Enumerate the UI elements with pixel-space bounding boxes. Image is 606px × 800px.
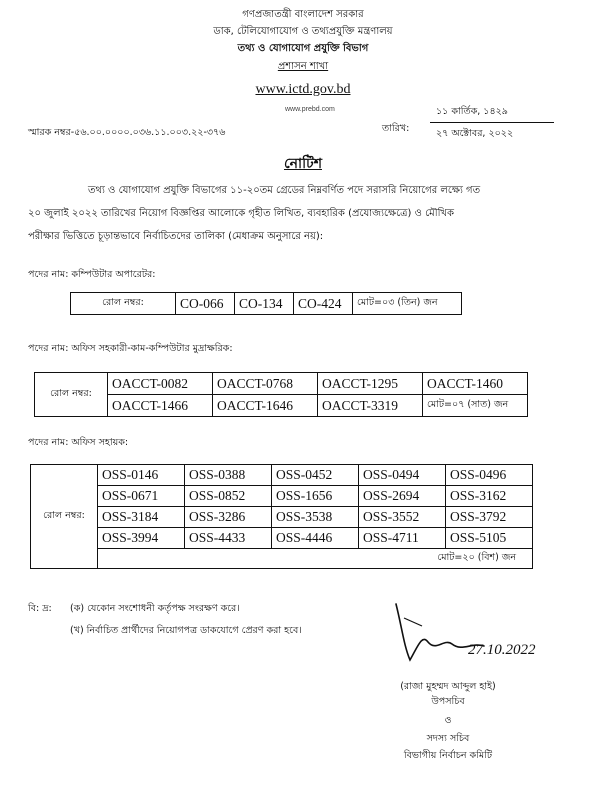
roll-cell: OSS-3162 [446, 486, 533, 507]
signatory-and: ও [444, 715, 452, 726]
note-a: (ক) যেকোন সংশোধনী কর্তৃপক্ষ সংরক্ষণ করে। [70, 603, 240, 614]
date-divider [430, 122, 554, 123]
table-row [31, 486, 533, 507]
roll-cell: OSS-0852 [185, 486, 272, 507]
signature-image [392, 598, 502, 670]
watermark-url: www.prebd.com [285, 106, 335, 113]
roll-cell: OSS-4711 [359, 528, 446, 549]
govt-name: গণপ্রজাতন্ত্রী বাংলাদেশ সরকার [242, 9, 364, 20]
roll-cell: OSS-0494 [359, 465, 446, 486]
roll-label: রোল নম্বর: [35, 373, 108, 417]
roll-cell: OACCT-0082 [108, 373, 213, 395]
table-row [31, 507, 533, 528]
division-name: তথ্য ও যোগাযোগ প্রযুক্তি বিভাগ [237, 43, 369, 54]
table-row [35, 395, 528, 417]
roll-cell: OSS-3994 [98, 528, 185, 549]
signatory-title: উপসচিব [431, 696, 465, 707]
roll-cell: CO-424 [294, 293, 353, 315]
notice-body-line2: ২০ জুলাই ২০২২ তারিখের নিয়োগ বিজ্ঞপ্তির আলোকে গৃহীত লিখিত, ব্যবহারিক (প্রযোজ্যক্ষেত্রে) ও মৌখিক [28, 208, 454, 219]
roll-cell: OACCT-1646 [213, 395, 318, 417]
roll-cell: OSS-0671 [98, 486, 185, 507]
total-count: মোট=০৩ (তিন) জন [353, 293, 462, 315]
table-row [35, 373, 528, 395]
roll-cell: OACCT-1466 [108, 395, 213, 417]
notes-label: বি: দ্র: [28, 603, 52, 614]
date-bangla: ১১ কার্তিক, ১৪২৯ [436, 106, 508, 117]
memo-value: ৫৬.০০.০০০০.০৩৬.১১.০০৩.২২-৩৭৬ [74, 127, 226, 138]
date-label: তারিখ: [382, 123, 410, 134]
table-row [31, 528, 533, 549]
notice-body-line1: তথ্য ও যোগাযোগ প্রযুক্তি বিভাগের ১১-২০তম গ্রেডের নিম্নবর্ণিত পদে সরাসরি নিয়োগের লক্ষ্যে গত [88, 185, 481, 196]
date-english: ২৭ অক্টোবর, ২০২২ [436, 128, 514, 139]
notice-title-wrap [0, 152, 606, 176]
roll-cell: OSS-4433 [185, 528, 272, 549]
roll-cell: OSS-3286 [185, 507, 272, 528]
roll-cell: OSS-3792 [446, 507, 533, 528]
roll-table-computer-operator [70, 292, 462, 315]
signatory-name: (রাজা মুহম্মদ আব্দুল হাই) [400, 681, 496, 692]
roll-cell: OSS-3552 [359, 507, 446, 528]
roll-table-office-support [30, 464, 533, 569]
roll-cell: OACCT-1295 [318, 373, 423, 395]
roll-cell: CO-134 [235, 293, 294, 315]
table-row [71, 293, 462, 315]
roll-cell: OSS-0496 [446, 465, 533, 486]
roll-cell: OSS-3538 [272, 507, 359, 528]
total-count: মোট=২০ (বিশ) জন [98, 549, 533, 569]
note-b: (খ) নির্বাচিত প্রার্থীদের নিয়োগপত্র ডাকযোগে প্রেরণ করা হবে। [70, 625, 302, 636]
signature-date: 27.10.2022 [468, 642, 536, 658]
roll-cell: OSS-2694 [359, 486, 446, 507]
roll-cell: OSS-3184 [98, 507, 185, 528]
roll-cell: OSS-0388 [185, 465, 272, 486]
website-url[interactable]: www.ictd.gov.bd [255, 82, 351, 97]
roll-cell: OSS-0146 [98, 465, 185, 486]
total-count: মোট=০৭ (সাত) জন [423, 395, 528, 417]
roll-cell: OSS-4446 [272, 528, 359, 549]
roll-table-office-assistant [34, 372, 528, 417]
roll-label: রোল নম্বর: [31, 465, 98, 569]
roll-cell: OSS-5105 [446, 528, 533, 549]
roll-label: রোল নম্বর: [71, 293, 176, 315]
post-title-office-support: পদের নাম: অফিস সহায়ক: [28, 437, 129, 448]
roll-cell: OSS-1656 [272, 486, 359, 507]
notice-title: নোটিশ [283, 156, 322, 172]
section-name: প্রশাসন শাখা [277, 61, 329, 72]
roll-cell: OACCT-1460 [423, 373, 528, 395]
notice-body-line3: পরীক্ষার ভিত্তিতে চূড়ান্তভাবে নির্বাচিতদের তালিকা (মেধাক্রম অনুসারে নয়): [28, 231, 324, 242]
website-link [0, 78, 606, 98]
signatory-committee: বিভাগীয় নির্বাচন কমিটি [403, 750, 493, 761]
roll-cell: CO-066 [176, 293, 235, 315]
memo-number [28, 126, 225, 141]
roll-cell: OACCT-0768 [213, 373, 318, 395]
table-row [31, 465, 533, 486]
ministry-name: ডাক, টেলিযোগাযোগ ও তথ্যপ্রযুক্তি মন্ত্রণালয় [213, 26, 393, 37]
roll-cell: OSS-0452 [272, 465, 359, 486]
roll-cell: OACCT-3319 [318, 395, 423, 417]
table-row [31, 549, 533, 569]
post-title-computer-operator: পদের নাম: কম্পিউটার অপারেটর: [28, 269, 156, 280]
signatory-role: সদস্য সচিব [426, 733, 470, 744]
post-title-office-assistant: পদের নাম: অফিস সহকারী-কাম-কম্পিউটার মুদ্রাক্ষরিক: [28, 343, 233, 354]
memo-label: স্মারক নম্বর- [28, 127, 75, 138]
